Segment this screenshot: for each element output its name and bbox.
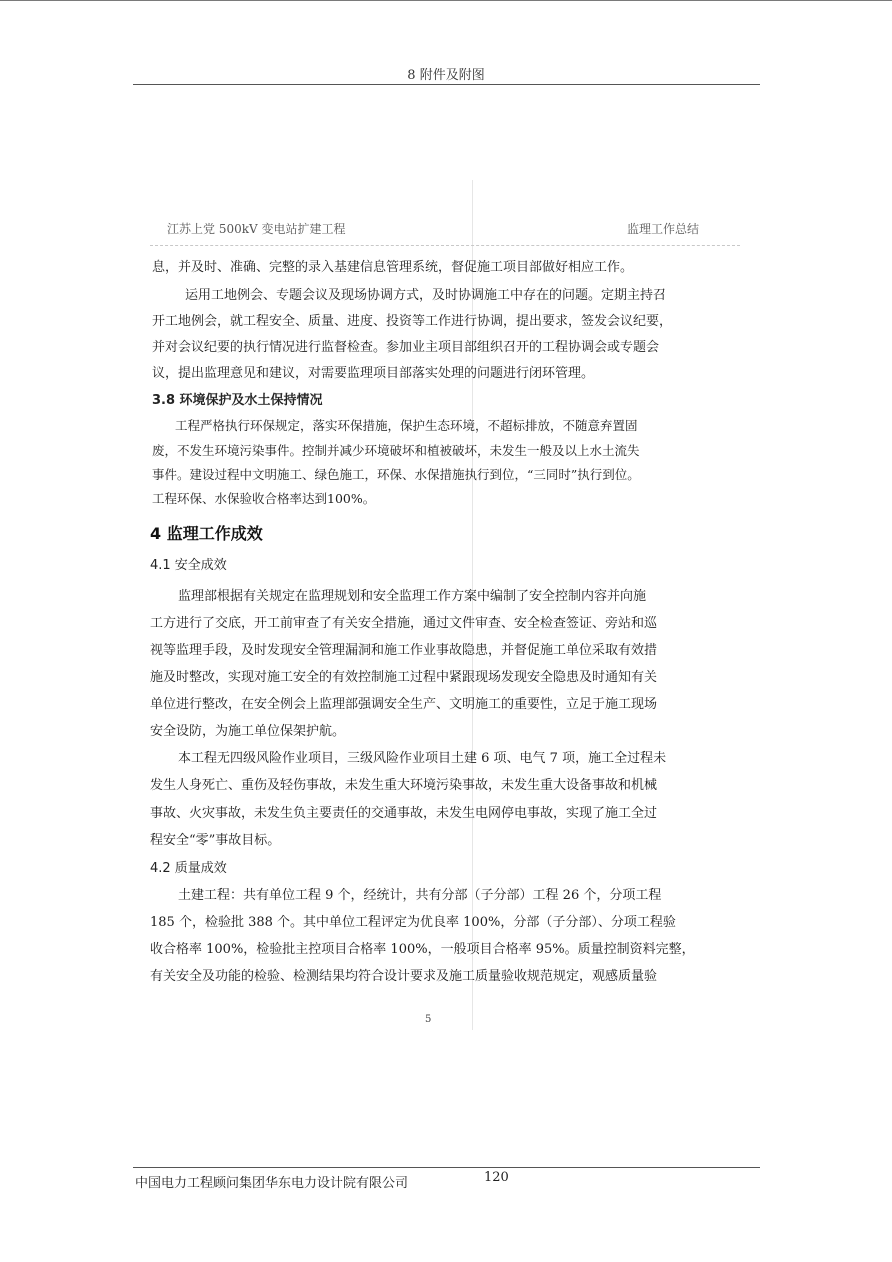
inner-header-doc-type: 监理工作总结 [627, 222, 700, 236]
text-line: 监理部根据有关规定在监理规划和安全监理工作方案中编制了安全控制内容并向施 [178, 589, 647, 604]
inner-header-project: 江苏上党 500kV 变电站扩建工程 [167, 222, 346, 236]
inner-header-rule [150, 245, 740, 246]
inner-page-number: 5 [425, 1014, 432, 1025]
section-heading-4-1: 4.1 安全成效 [150, 558, 227, 573]
section-heading-3-8: 3.8 环境保护及水土保持情况 [152, 393, 323, 408]
text-line: 视等监理手段，及时发现安全管理漏洞和施工作业事故隐患，并督促施工单位采取有效措 [150, 643, 658, 658]
text-line: 废，不发生环境污染事件。控制并减少环境破坏和植被破坏，未发生一般及以上水土流失 [152, 443, 640, 458]
text-line: 发生人身死亡、重伤及轻伤事故，未发生重大环境污染事故，未发生重大设备事故和机械 [150, 778, 658, 793]
section-heading-4-2: 4.2 质量成效 [150, 861, 227, 876]
text-line: 工方进行了交底，开工前审查了有关安全措施，通过文件审查、安全检查签证、旁站和巡 [150, 616, 658, 631]
page-top-edge [0, 0, 892, 1]
header-rule [133, 84, 760, 85]
text-line: 事故、火灾事故，未发生负主要责任的交通事故，未发生电网停电事故，实现了施工全过 [150, 806, 658, 821]
text-line: 工程严格执行环保规定，落实环保措施，保护生态环境，不超标排放，不随意弃置固 [175, 418, 638, 433]
footer-company: 中国电力工程顾问集团华东电力设计院有限公司 [135, 1176, 409, 1191]
text-line: 收合格率 100%，检验批主控项目合格率 100%，一般项目合格率 95%。质量控制资料完整， [150, 942, 695, 957]
footer-rule [133, 1167, 760, 1168]
text-line: 事件。建设过程中文明施工、绿色施工，环保、水保措施执行到位，“三同时”执行到位。 [152, 467, 640, 482]
text-line: 185 个，检验批 388 个。其中单位工程评定为优良率 100%，分部（子分部）、分项工程验 [150, 915, 676, 930]
text-line: 开工地例会，就工程安全、质量、进度、投资等工作进行协调，提出要求，签发会议纪要， [152, 314, 673, 329]
footer-page-number: 120 [484, 1170, 509, 1185]
text-line: 本工程无四级风险作业项目，三级风险作业项目土建 6 项、电气 7 项，施工全过程未 [178, 751, 667, 766]
text-line: 施及时整改，实现对施工安全的有效控制施工过程中紧跟现场发现安全隐患及时通知有关 [150, 670, 658, 685]
text-line: 程安全“零”事故目标。 [150, 833, 281, 848]
text-line: 土建工程：共有单位工程 9 个，经统计，共有分部（子分部）工程 26 个，分项工程 [178, 888, 662, 903]
chapter-heading-4: 4 监理工作成效 [150, 524, 263, 543]
running-head: 8 附件及附图 [407, 68, 485, 83]
text-line: 工程环保、水保验收合格率达到100%。 [152, 491, 376, 506]
text-line: 安全设防，为施工单位保架护航。 [150, 724, 346, 739]
text-line: 有关安全及功能的检验、检测结果均符合设计要求及施工质量验收规范规定，观感质量验 [150, 969, 658, 984]
text-line: 议，提出监理意见和建议，对需要监理项目部落实处理的问题进行闭环管理。 [152, 366, 595, 381]
text-line: 运用工地例会、专题会议及现场协调方式，及时协调施工中存在的问题。定期主持召 [185, 288, 667, 303]
text-line: 并对会议纪要的执行情况进行监督检查。参加业主项目部组织召开的工程协调会或专题会 [152, 340, 660, 355]
text-line: 单位进行整改，在安全例会上监理部强调安全生产、文明施工的重要性，立足于施工现场 [150, 697, 658, 712]
text-line: 息，并及时、准确、完整的录入基建信息管理系统，督促施工项目部做好相应工作。 [152, 260, 634, 275]
